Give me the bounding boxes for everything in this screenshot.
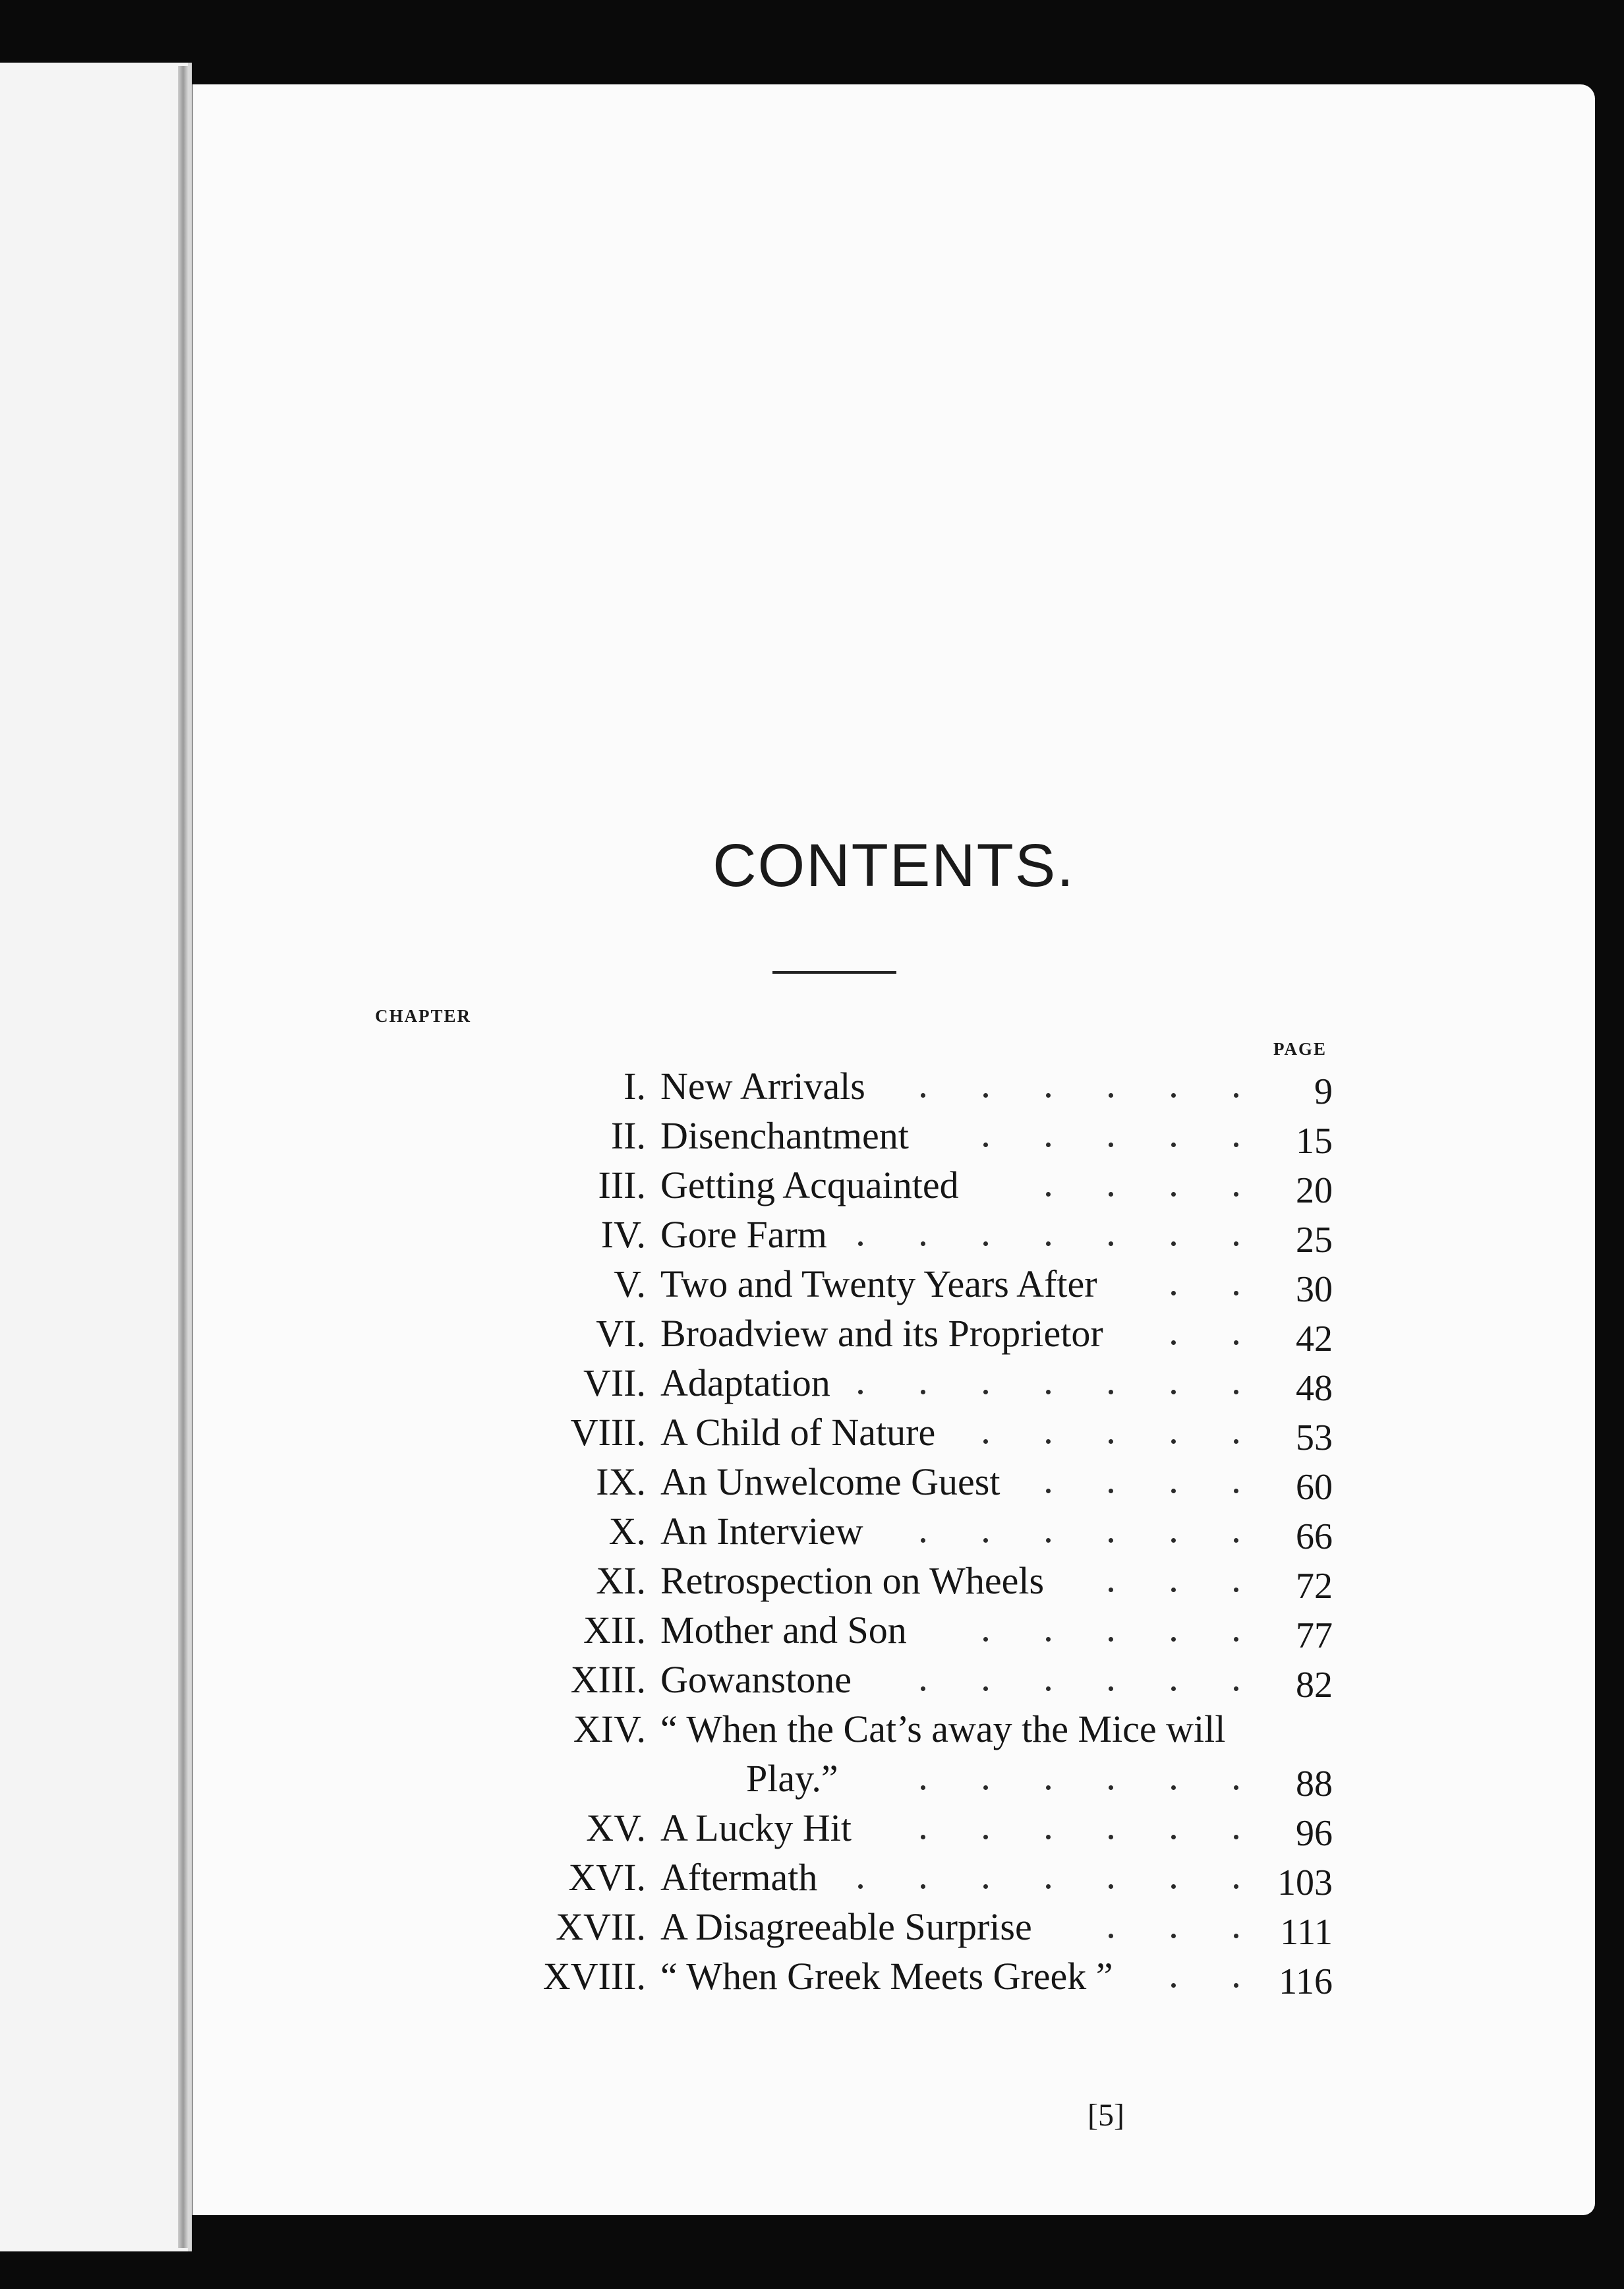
dot-leader (192, 1657, 1595, 1697)
leader-dot (983, 1439, 988, 1444)
chapter-number: XV. (586, 1806, 646, 1849)
leader-dot (1234, 1686, 1238, 1691)
page-column-heading: PAGE (1273, 1039, 1327, 1059)
chapter-number: VIII. (570, 1411, 646, 1454)
chapter-title: New Arrivals (660, 1065, 865, 1108)
chapter-title: Adaptation (660, 1361, 830, 1404)
dot-leader (192, 1163, 1595, 1203)
chapter-title: Play.” (746, 1757, 838, 1800)
chapter-number: II. (610, 1114, 646, 1157)
dot-leader (192, 1460, 1595, 1499)
leader-dot (1234, 1390, 1238, 1394)
chapter-title: An Unwelcome Guest (660, 1460, 1000, 1503)
page-ref: 111 (1280, 1912, 1333, 1953)
chapter-title: A Child of Nature (660, 1411, 936, 1454)
leader-dot (983, 1538, 988, 1543)
toc-entry (192, 1355, 1595, 1409)
toc-entry (192, 1800, 1595, 1854)
chapter-title: Getting Acquainted (660, 1164, 959, 1206)
toc-entry (192, 1257, 1595, 1310)
leader-dot (1234, 1588, 1238, 1592)
toc-entry (192, 1702, 1595, 1751)
title-rule (772, 971, 896, 974)
leader-dot (1234, 1538, 1238, 1543)
leader-dot (1234, 1637, 1238, 1642)
leader-dot (1171, 1983, 1176, 1988)
leader-dot (1046, 1241, 1051, 1246)
leader-dot (1234, 1143, 1238, 1147)
chapter-number: I. (624, 1065, 646, 1108)
page-ref: 15 (1296, 1121, 1333, 1162)
leader-dot (921, 1093, 925, 1098)
chapter-title: Two and Twenty Years After (660, 1263, 1097, 1305)
leader-dot (1109, 1390, 1113, 1394)
leader-dot (1046, 1785, 1051, 1790)
leader-dot (1109, 1439, 1113, 1444)
page-ref: 60 (1296, 1467, 1333, 1508)
leader-dot (1109, 1093, 1113, 1098)
chapter-title: A Disagreeable Surprise (660, 1905, 1032, 1948)
dot-leader (192, 1905, 1595, 1944)
facing-page (0, 63, 192, 2251)
leader-dot (1046, 1835, 1051, 1839)
dot-leader (192, 1114, 1595, 1153)
chapter-number: XVIII. (542, 1955, 646, 1998)
leader-dot (1171, 1884, 1176, 1889)
leader-dot (921, 1390, 925, 1394)
leader-dot (858, 1241, 863, 1246)
leader-dot (1046, 1884, 1051, 1889)
leader-dot (983, 1884, 988, 1889)
page-ref: 25 (1296, 1220, 1333, 1261)
chapter-number: IV. (600, 1213, 646, 1256)
toc-entry (192, 1949, 1595, 2002)
toc-entry (192, 1553, 1595, 1607)
leader-dot (1171, 1241, 1176, 1246)
chapter-title: Broadview and its Proprietor (660, 1312, 1103, 1355)
toc-entry (192, 1306, 1595, 1359)
dot-leader (192, 1311, 1595, 1351)
chapter-column-heading: CHAPTER (375, 1006, 472, 1026)
leader-dot (983, 1835, 988, 1839)
book-gutter (178, 66, 188, 2248)
table-of-contents (192, 1059, 1595, 2002)
leader-dot (983, 1241, 988, 1246)
leader-dot (921, 1686, 925, 1691)
leader-dot (1109, 1686, 1113, 1691)
page-ref: 77 (1296, 1615, 1333, 1656)
leader-dot (1171, 1291, 1176, 1295)
leader-dot (1171, 1439, 1176, 1444)
page-ref: 42 (1296, 1319, 1333, 1359)
leader-dot (1234, 1489, 1238, 1493)
dot-leader (192, 1509, 1595, 1549)
leader-dot (1171, 1785, 1176, 1790)
page-ref: 30 (1296, 1269, 1333, 1310)
chapter-number: IX. (596, 1460, 646, 1503)
leader-dot (1234, 1192, 1238, 1197)
dot-leader (192, 1806, 1595, 1845)
page-ref: 53 (1296, 1417, 1333, 1458)
leader-dot (1234, 1884, 1238, 1889)
leader-dot (1046, 1093, 1051, 1098)
page-title: CONTENTS. (712, 832, 1075, 899)
page-ref: 48 (1296, 1368, 1333, 1409)
leader-dot (1109, 1588, 1113, 1592)
leader-dot (921, 1884, 925, 1889)
leader-dot (1171, 1934, 1176, 1938)
page-ref: 72 (1296, 1566, 1333, 1607)
leader-dot (1109, 1637, 1113, 1642)
chapter-title: An Interview (660, 1510, 863, 1553)
leader-dot (1046, 1192, 1051, 1197)
dot-leader (192, 1262, 1595, 1301)
chapter-title: Retrospection on Wheels (660, 1559, 1045, 1602)
leader-dot (1171, 1637, 1176, 1642)
leader-dot (921, 1241, 925, 1246)
chapter-number: VI. (596, 1312, 646, 1355)
leader-dot (1234, 1241, 1238, 1246)
chapter-number: V. (614, 1263, 646, 1305)
leader-dot (1171, 1143, 1176, 1147)
leader-dot (1046, 1637, 1051, 1642)
chapter-title: Gowanstone (660, 1658, 852, 1701)
leader-dot (1171, 1093, 1176, 1098)
chapter-number: XVII. (556, 1905, 646, 1948)
leader-dot (983, 1390, 988, 1394)
leader-dot (1046, 1390, 1051, 1394)
chapter-title: Gore Farm (660, 1213, 827, 1256)
toc-entry (192, 1405, 1595, 1458)
leader-dot (1234, 1340, 1238, 1345)
leader-dot (1046, 1489, 1051, 1493)
page-ref: 20 (1296, 1170, 1333, 1211)
dot-leader (192, 1559, 1595, 1598)
chapter-number: XVI. (568, 1856, 646, 1899)
toc-entry (192, 1158, 1595, 1211)
dot-leader (192, 1608, 1595, 1648)
leader-dot (1171, 1835, 1176, 1839)
chapter-number: VII. (583, 1361, 646, 1404)
leader-dot (858, 1390, 863, 1394)
toc-entry (192, 1850, 1595, 1903)
chapter-title: “ When the Cat’s away the Mice will (660, 1708, 1226, 1750)
leader-dot (1171, 1192, 1176, 1197)
chapter-number: XI. (596, 1559, 646, 1602)
dot-leader (192, 1212, 1595, 1252)
leader-dot (858, 1884, 863, 1889)
leader-dot (1109, 1192, 1113, 1197)
leader-dot (1109, 1489, 1113, 1493)
page-ref: 9 (1314, 1071, 1333, 1112)
leader-dot (983, 1785, 988, 1790)
page-ref: 96 (1296, 1813, 1333, 1854)
toc-entry (192, 1652, 1595, 1706)
leader-dot (1109, 1241, 1113, 1246)
leader-dot (983, 1637, 988, 1642)
leader-dot (983, 1143, 988, 1147)
toc-entry (192, 1603, 1595, 1656)
dot-leader (192, 1855, 1595, 1895)
page-ref: 66 (1296, 1516, 1333, 1557)
leader-dot (1046, 1439, 1051, 1444)
leader-dot (1171, 1390, 1176, 1394)
leader-dot (1234, 1291, 1238, 1295)
chapter-title: Mother and Son (660, 1609, 907, 1651)
chapter-number: III. (598, 1164, 646, 1206)
dot-leader (192, 1954, 1595, 1994)
leader-dot (1046, 1143, 1051, 1147)
leader-dot (1171, 1588, 1176, 1592)
contents-page (192, 84, 1595, 2215)
leader-dot (983, 1686, 988, 1691)
page-ref: 103 (1277, 1862, 1333, 1903)
dot-leader (192, 1756, 1595, 1796)
leader-dot (921, 1835, 925, 1839)
leader-dot (1171, 1686, 1176, 1691)
page-number: [5] (1088, 2098, 1124, 2133)
toc-entry (192, 1899, 1595, 1953)
chapter-title: Aftermath (660, 1856, 818, 1899)
dot-leader (192, 1064, 1595, 1104)
leader-dot (1234, 1093, 1238, 1098)
leader-dot (983, 1093, 988, 1098)
toc-entry (192, 1108, 1595, 1162)
leader-dot (1171, 1489, 1176, 1493)
leader-dot (1234, 1934, 1238, 1938)
leader-dot (1234, 1835, 1238, 1839)
leader-dot (1234, 1785, 1238, 1790)
leader-dot (1171, 1538, 1176, 1543)
leader-dot (1109, 1835, 1113, 1839)
dot-leader (192, 1410, 1595, 1450)
toc-entry (192, 1751, 1595, 1804)
leader-dot (921, 1785, 925, 1790)
page-ref: 82 (1296, 1665, 1333, 1706)
toc-entry (192, 1504, 1595, 1557)
page-ref: 116 (1279, 1961, 1333, 2002)
chapter-number: XIII. (570, 1658, 646, 1701)
dot-leader (192, 1361, 1595, 1400)
leader-dot (1109, 1934, 1113, 1938)
leader-dot (1046, 1686, 1051, 1691)
chapter-number: X. (608, 1510, 646, 1553)
toc-entry (192, 1207, 1595, 1261)
leader-dot (1109, 1143, 1113, 1147)
leader-dot (1109, 1538, 1113, 1543)
chapter-title: “ When Greek Meets Greek ” (660, 1955, 1113, 1998)
toc-entry (192, 1454, 1595, 1508)
toc-entry (192, 1059, 1595, 1112)
chapter-title: Disenchantment (660, 1114, 909, 1157)
leader-dot (1171, 1340, 1176, 1345)
leader-dot (1109, 1884, 1113, 1889)
leader-dot (1234, 1439, 1238, 1444)
leader-dot (921, 1538, 925, 1543)
chapter-title: A Lucky Hit (660, 1806, 852, 1849)
leader-dot (1234, 1983, 1238, 1988)
leader-dot (1046, 1538, 1051, 1543)
page-ref: 88 (1296, 1764, 1333, 1804)
chapter-number: XIV. (573, 1708, 646, 1750)
chapter-number: XII. (583, 1609, 646, 1651)
leader-dot (1109, 1785, 1113, 1790)
